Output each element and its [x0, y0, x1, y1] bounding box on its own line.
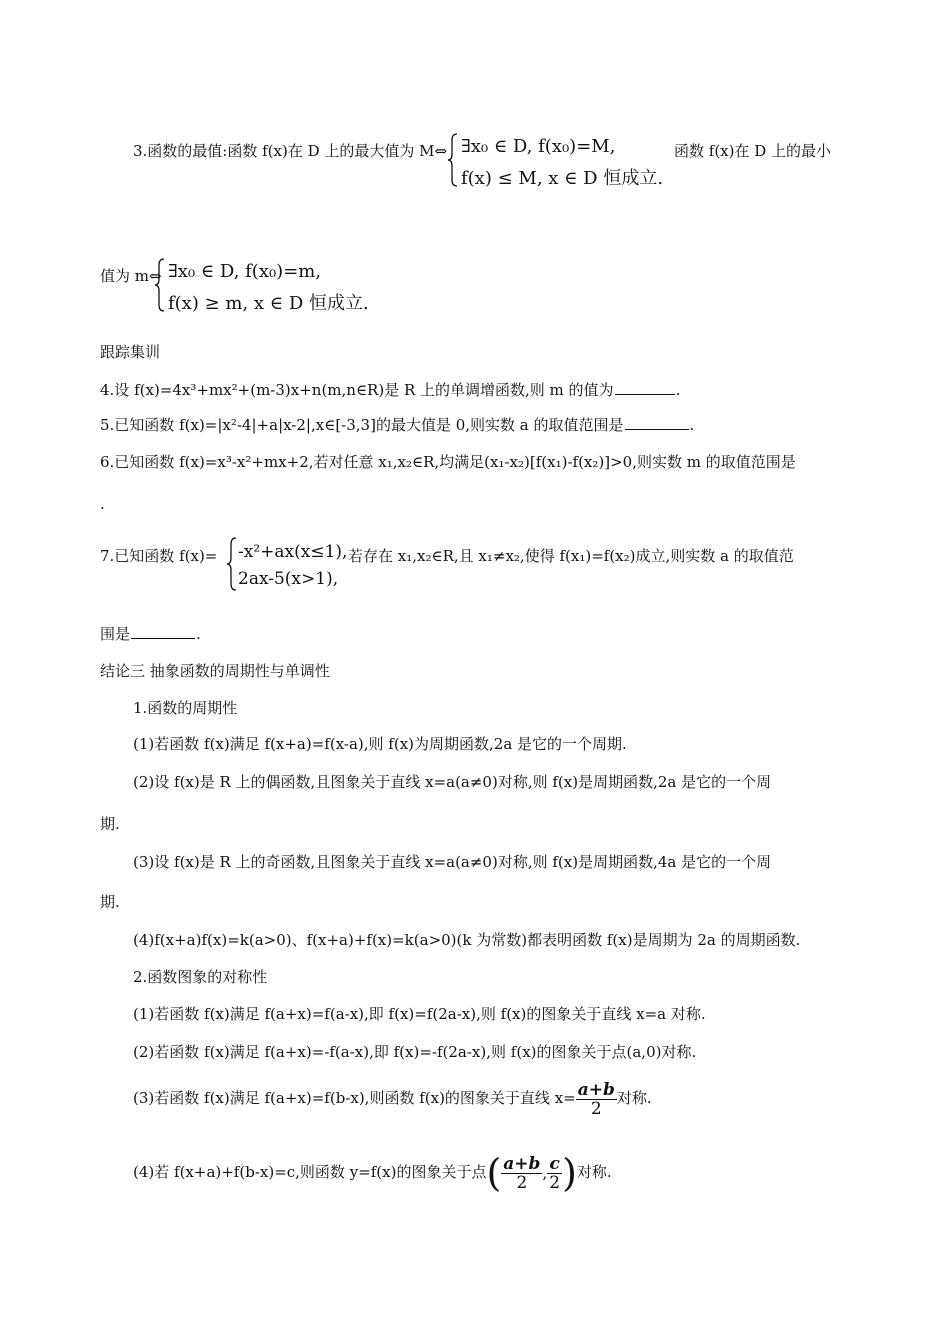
left-brace-icon	[226, 536, 238, 592]
q5-text: 5.已知函数 f(x)=|x²-4|+a|x-2|,x∈[-3,3]的最大值是 0,则实数 a 的取值范围是	[100, 416, 624, 434]
fraction-numerator: a+b	[503, 1153, 541, 1174]
symmetry-s3	[133, 1079, 652, 1118]
fraction-denominator: 2	[549, 1172, 561, 1193]
q5-end: .	[689, 416, 695, 434]
item3-prefix: 3.函数的最值:函数 f(x)在 D 上的最大值为 M⇔	[133, 142, 448, 160]
q7-continuation	[100, 624, 201, 644]
left-brace-icon	[154, 257, 166, 313]
piecewise-case-1: -x²+ax(x≤1),	[238, 542, 348, 562]
question-6: 6.已知函数 f(x)=x³-x²+mx+2,若对任意 x₁,x₂∈R,均满足(x₁-x₂)[f(x₁)-f(x₂)]>0,则实数 m 的取值范围是	[100, 453, 796, 471]
min-prefix: 值为 m⇔	[100, 267, 162, 285]
periodicity-p3-cont: 期.	[100, 893, 120, 911]
q7-end: .	[196, 625, 201, 643]
q6-end: .	[100, 495, 105, 513]
section-title-training: 跟踪集训	[100, 343, 161, 361]
fraction-denominator: 2	[516, 1172, 528, 1193]
symmetry-s2: (2)若函数 f(x)满足 f(a+x)=-f(a-x),即 f(x)=-f(2a-x),则 f(x)的图象关于点(a,0)对称.	[133, 1043, 697, 1061]
periodicity-title: 1.函数的周期性	[133, 699, 238, 717]
fraction-numerator: c	[547, 1155, 562, 1174]
answer-blank	[625, 415, 689, 430]
min-condition-1: ∃x₀ ∈ D, f(x₀)=m,	[168, 261, 322, 282]
periodicity-p1: (1)若函数 f(x)满足 f(x+a)=f(x-a),则 f(x)为周期函数,2a 是它的一个周期.	[133, 735, 627, 753]
symmetry-s4	[133, 1150, 612, 1195]
q4-end: .	[675, 381, 681, 399]
symmetry-title: 2.函数图象的对称性	[133, 968, 268, 986]
s4-suffix: 对称.	[576, 1163, 612, 1181]
s3-suffix: 对称.	[616, 1089, 652, 1107]
symmetry-s1: (1)若函数 f(x)满足 f(a+x)=f(a-x),即 f(x)=f(2a-x),则 f(x)的图象关于直线 x=a 对称.	[133, 1005, 706, 1023]
answer-blank	[131, 624, 195, 639]
q4-text: 4.设 f(x)=4x³+mx²+(m-3)x+n(m,n∈R)是 R 上的单调增函数,则 m 的值为	[100, 381, 614, 399]
right-paren-icon: )	[562, 1151, 577, 1195]
periodicity-p2-cont: 期.	[100, 815, 120, 833]
s3-prefix: (3)若函数 f(x)满足 f(a+x)=f(b-x),则函数 f(x)的图象关于直线 x=	[133, 1089, 576, 1107]
item3-suffix: 函数 f(x)在 D 上的最小	[674, 142, 832, 160]
min-brace-block	[154, 257, 384, 313]
periodicity-p3: (3)设 f(x)是 R 上的奇函数,且图象关于直线 x=a(a≠0)对称,则 f(x)是周期函数,4a 是它的一个周	[133, 853, 772, 871]
fraction	[547, 1155, 562, 1192]
question-5	[100, 415, 694, 435]
answer-blank	[615, 380, 675, 395]
s4-prefix: (4)若 f(x+a)+f(b-x)=c,则函数 y=f(x)的图象关于点	[133, 1163, 487, 1181]
fraction	[501, 1155, 542, 1192]
fraction-numerator: a+b	[577, 1079, 615, 1100]
question-4	[100, 380, 680, 400]
periodicity-p4: (4)f(x+a)f(x)=k(a>0)、f(x+a)+f(x)=k(a>0)(k 为常数)都表明函数 f(x)是周期为 2a 的周期函数.	[133, 931, 801, 949]
q7-cont: 围是	[100, 625, 131, 643]
left-paren-icon: (	[486, 1151, 502, 1195]
section-title-conclusion3: 结论三 抽象函数的周期性与单调性	[100, 662, 330, 680]
min-condition-2: f(x) ≥ m, x ∈ D 恒成立.	[168, 293, 369, 314]
left-brace-icon	[447, 132, 459, 188]
max-condition-1: ∃x₀ ∈ D, f(x₀)=M,	[461, 136, 616, 157]
periodicity-p2: (2)设 f(x)是 R 上的偶函数,且图象关于直线 x=a(a≠0)对称,则 f(x)是周期函数,2a 是它的一个周	[133, 773, 772, 791]
comma: ,	[542, 1164, 548, 1182]
piecewise-block	[226, 536, 366, 592]
fraction	[576, 1081, 617, 1118]
q7-suffix: 若存在 x₁,x₂∈R,且 x₁≠x₂,使得 f(x₁)=f(x₂)成立,则实数 a 的取值范	[348, 547, 794, 565]
piecewise-case-2: 2ax-5(x>1),	[238, 569, 339, 589]
fraction-denominator: 2	[590, 1098, 602, 1119]
max-brace-block	[447, 132, 677, 188]
max-condition-2: f(x) ≤ M, x ∈ D 恒成立.	[461, 168, 664, 189]
q7-prefix: 7.已知函数 f(x)=	[100, 547, 218, 565]
